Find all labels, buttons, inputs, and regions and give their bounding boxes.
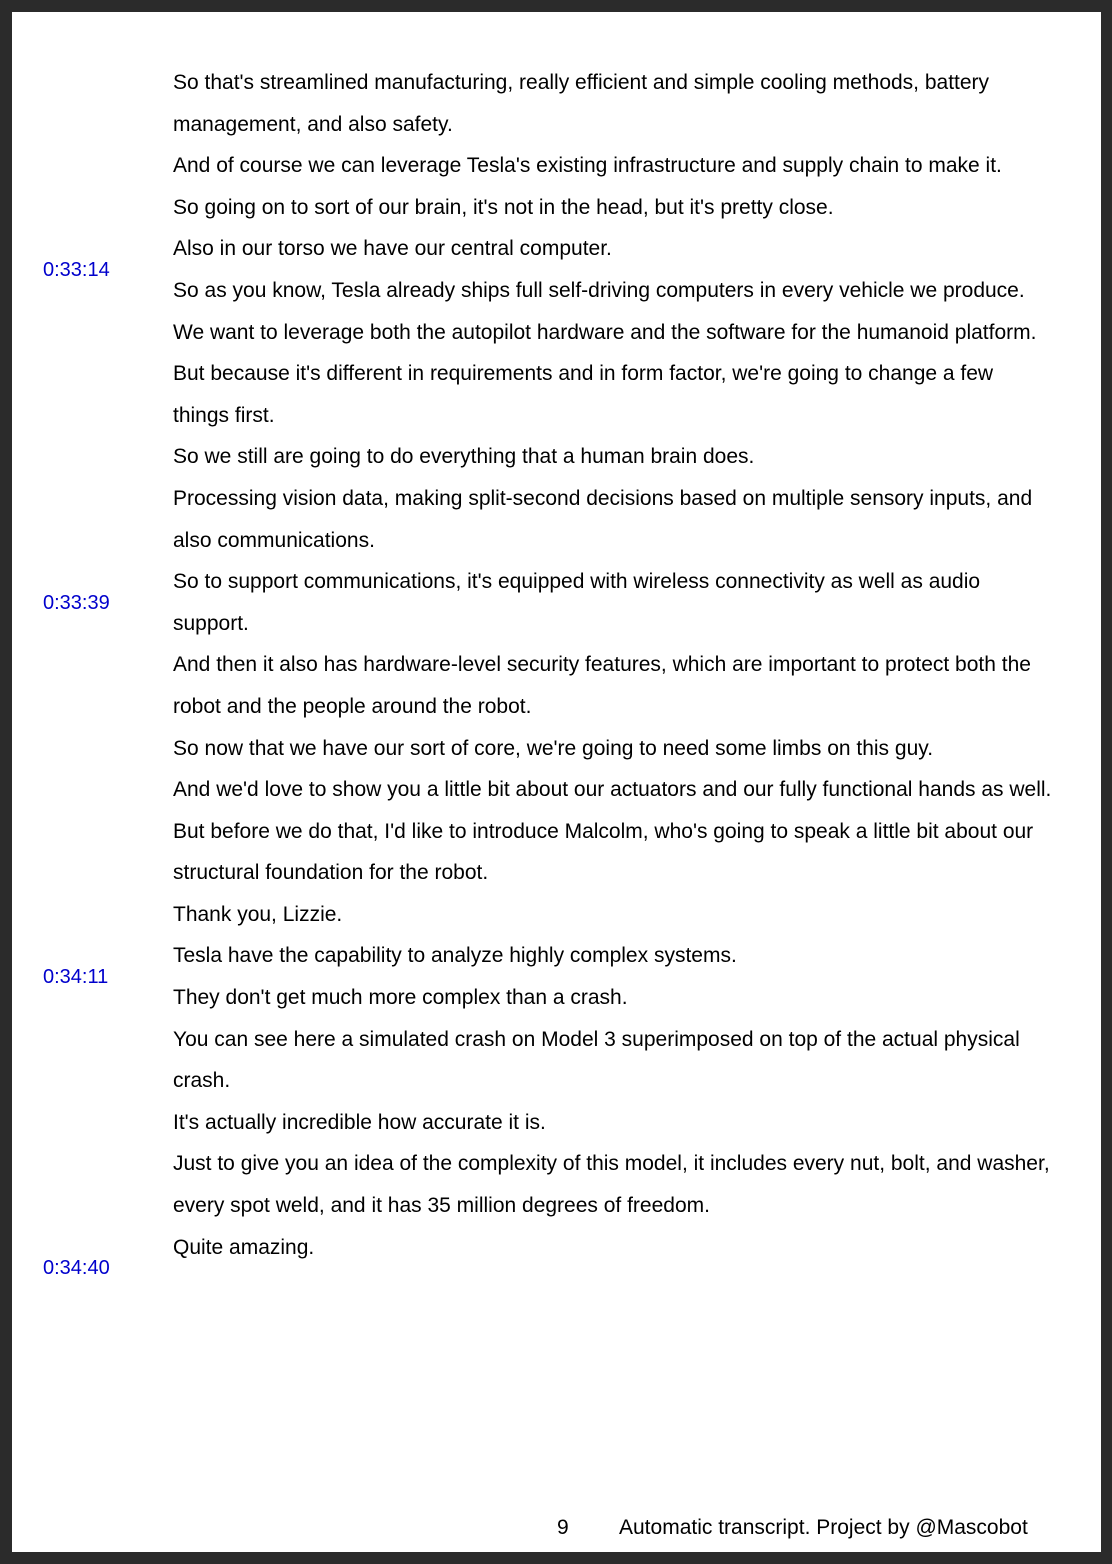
page-footer <box>12 1514 1101 1542</box>
timestamp-link[interactable]: 0:33:39 <box>43 592 110 614</box>
transcript-line: Just to give you an idea of the complexity of this model, it includes every nut, bolt, and washer, every spot weld, and it has 35 million degrees of freedom. <box>173 1152 1050 1218</box>
timestamp-link[interactable]: 0:34:11 <box>43 966 109 988</box>
transcript-line: Thank you, Lizzie. <box>173 902 343 926</box>
transcript-body <box>173 62 1053 1268</box>
transcript-line: And we'd love to show you a little bit about our actuators and our fully functional hands as well. <box>173 778 1052 802</box>
transcript-line: And then it also has hardware-level security features, which are important to protect both the robot and the people around the robot. <box>173 653 1031 718</box>
transcript-page <box>12 12 1101 1552</box>
transcript-line: We want to leverage both the autopilot hardware and the software for the humanoid platform. <box>173 320 1037 344</box>
timestamp-link[interactable]: 0:34:40 <box>43 1257 110 1279</box>
transcript-line: It's actually incredible how accurate it is. <box>173 1110 546 1134</box>
footer-credit: Automatic transcript. Project by @Mascobot <box>619 1516 1028 1539</box>
transcript-line: Quite amazing. <box>173 1235 315 1259</box>
transcript-line: Also in our torso we have our central computer. <box>173 237 612 261</box>
timestamp-link[interactable]: 0:33:14 <box>43 259 110 281</box>
transcript-line: So now that we have our sort of core, we're going to need some limbs on this guy. <box>173 736 934 760</box>
transcript-line: They don't get much more complex than a crash. <box>173 986 628 1010</box>
transcript-line: And of course we can leverage Tesla's existing infrastructure and supply chain to make it. <box>173 154 1002 178</box>
page-number: 9 <box>557 1516 569 1539</box>
transcript-line: But before we do that, I'd like to introduce Malcolm, who's going to speak a little bit about our structural foundation for the robot. <box>173 819 1034 885</box>
transcript-line: So we still are going to do everything that a human brain does. <box>173 445 755 469</box>
transcript-line: So as you know, Tesla already ships full self-driving computers in every vehicle we produce. <box>173 278 1025 302</box>
transcript-line: But because it's different in requirements and in form factor, we're going to change a few things first. <box>173 362 994 427</box>
transcript-line: So that's streamlined manufacturing, really efficient and simple cooling methods, battery management, and also safety. <box>173 71 990 136</box>
transcript-line: Processing vision data, making split-second decisions based on multiple sensory inputs, and also communications. <box>173 486 1033 552</box>
transcript-line: You can see here a simulated crash on Model 3 superimposed on top of the actual physical crash. <box>173 1027 1020 1093</box>
transcript-line: Tesla have the capability to analyze highly complex systems. <box>173 944 737 968</box>
transcript-line: So going on to sort of our brain, it's not in the head, but it's pretty close. <box>173 195 834 219</box>
transcript-line: So to support communications, it's equipped with wireless connectivity as well as audio support. <box>173 570 981 635</box>
